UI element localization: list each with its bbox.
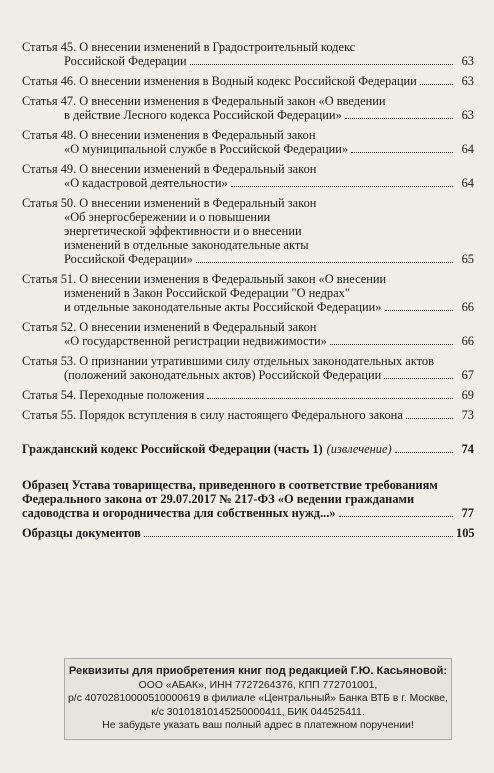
page-number: 65 xyxy=(461,252,474,266)
toc-entry-line: Статья 52. О внесении изменений в Федеральный закон xyxy=(22,320,317,334)
toc-entry xyxy=(22,94,474,122)
toc-entry-last-line: в действие Лесного кодекса Российской Федерации» xyxy=(64,108,342,122)
dot-leader xyxy=(420,84,453,85)
toc-entry-line: Статья 49. О внесении изменений в Федеральный закон xyxy=(22,162,317,176)
charter-line: Образец Устава товарищества, приведенного в соответствие требованиям xyxy=(22,478,438,492)
requisites-bank-codes: к/с 30101810145250000411, БИК 044525411. xyxy=(151,706,365,718)
toc-entry-line: изменений в Закон Российской Федерации "О недрах" xyxy=(64,286,350,300)
requisites-box xyxy=(64,658,452,740)
dot-leader xyxy=(231,186,453,187)
requisites-company: ООО «АБАК», ИНН 7727264376, КПП 772701001, xyxy=(138,679,378,691)
toc-entry-last-line: и отдельные законодательные акты Российской Федерации» xyxy=(64,300,382,314)
page-number: 69 xyxy=(461,388,474,402)
toc-entry xyxy=(22,272,474,314)
charter-line: Федерального закона от 29.07.2017 № 217-ФЗ «О ведении гражданами xyxy=(22,492,415,506)
page-number: 64 xyxy=(461,176,474,190)
toc-entry-line: энергетической эффективности и о внесении xyxy=(64,224,302,238)
toc-entry xyxy=(22,74,474,88)
page-number: 73 xyxy=(461,408,474,422)
toc-entry-last-line: Образцы документов xyxy=(22,526,141,540)
toc-entry-line: Статья 50. О внесении изменений в Федеральный закон xyxy=(22,196,317,210)
dot-leader xyxy=(395,452,453,453)
civil-code-entry xyxy=(22,442,474,456)
page-number: 66 xyxy=(461,334,474,348)
toc-entry xyxy=(22,320,474,348)
dot-leader xyxy=(144,536,453,537)
requisites-account: р/с 40702810000510000619 в филиале «Центральный» Банка ВТБ в г. Москве, xyxy=(68,693,448,704)
toc-entry xyxy=(22,354,474,382)
toc-entry-last-line: Российской Федерации» xyxy=(64,252,193,266)
dot-leader xyxy=(406,418,453,419)
samples-entry xyxy=(22,526,474,540)
toc-entry-last-line: (положений законодательных актов) Российской Федерации xyxy=(64,368,382,382)
page-number: 63 xyxy=(461,108,474,122)
dot-leader xyxy=(207,398,453,399)
toc-entry-last-line: Гражданский кодекс Российской Федерации (часть 1) xyxy=(22,442,323,456)
dot-leader xyxy=(385,310,453,311)
toc-entry-last-line: «О кадастровой деятельности» xyxy=(64,176,228,190)
toc-entry-line: Статья 53. О признании утратившими силу отдельных законодательных актов xyxy=(22,354,434,368)
page-number: 63 xyxy=(461,54,474,68)
dot-leader xyxy=(330,344,453,345)
toc-entry xyxy=(22,408,474,422)
toc-entry-last-line: «О государственной регистрации недвижимости» xyxy=(64,334,327,348)
toc-entry xyxy=(22,196,474,266)
toc-entry xyxy=(22,40,474,68)
toc-entry xyxy=(22,162,474,190)
toc-entry-last-line: Статья 46. О внесении изменения в Водный кодекс Российской Федерации xyxy=(22,74,417,88)
toc-entry xyxy=(22,388,474,402)
charter-entry xyxy=(22,478,474,520)
requisites-note: Не забудьте указать ваш полный адрес в платежном поручении! xyxy=(102,720,414,731)
page-number: 63 xyxy=(461,74,474,88)
toc-entry xyxy=(22,128,474,156)
toc-entry-last-line: Статья 55. Порядок вступления в силу настоящего Федерального закона xyxy=(22,408,403,422)
page-number: 105 xyxy=(456,526,475,540)
page-number: 66 xyxy=(461,300,474,314)
page-number: 64 xyxy=(461,142,474,156)
table-of-contents xyxy=(22,40,474,540)
dot-leader xyxy=(345,118,453,119)
page-number: 67 xyxy=(461,368,474,382)
dot-leader xyxy=(339,516,453,517)
dot-leader xyxy=(190,64,453,65)
dot-leader xyxy=(384,378,453,379)
toc-entry-line: Статья 48. О внесении изменения в Федеральный закон xyxy=(22,128,316,142)
toc-entry-last-line: Российской Федерации xyxy=(64,54,187,68)
toc-entry-last-line: садоводства и огородничества для собственных нужд...» xyxy=(22,506,336,520)
toc-entry-line: Статья 45. О внесении изменений в Градостроительный кодекс xyxy=(22,40,356,54)
dot-leader xyxy=(196,262,453,263)
toc-entry-line: Статья 51. О внесении изменения в Федеральный закон «О внесении xyxy=(22,272,387,286)
toc-entry-last-line: Статья 54. Переходные положения xyxy=(22,388,205,402)
toc-entry-last-line: «О муниципальной службе в Российской Федерации» xyxy=(64,142,349,156)
page-number: 74 xyxy=(461,442,474,456)
toc-entry-line: изменений в отдельные законодательные акты xyxy=(64,238,309,252)
toc-entry-line: «Об энергосбережении и о повышении xyxy=(64,210,271,224)
civil-code-note: (извлечение) xyxy=(326,442,392,456)
dot-leader xyxy=(351,152,453,153)
requisites-title: Реквизиты для приобретения книг под редакцией Г.Ю. Касьяновой: xyxy=(68,665,448,677)
toc-entry-line: Статья 47. О внесении изменения в Федеральный закон «О введении xyxy=(22,94,386,108)
page-number: 77 xyxy=(461,506,474,520)
